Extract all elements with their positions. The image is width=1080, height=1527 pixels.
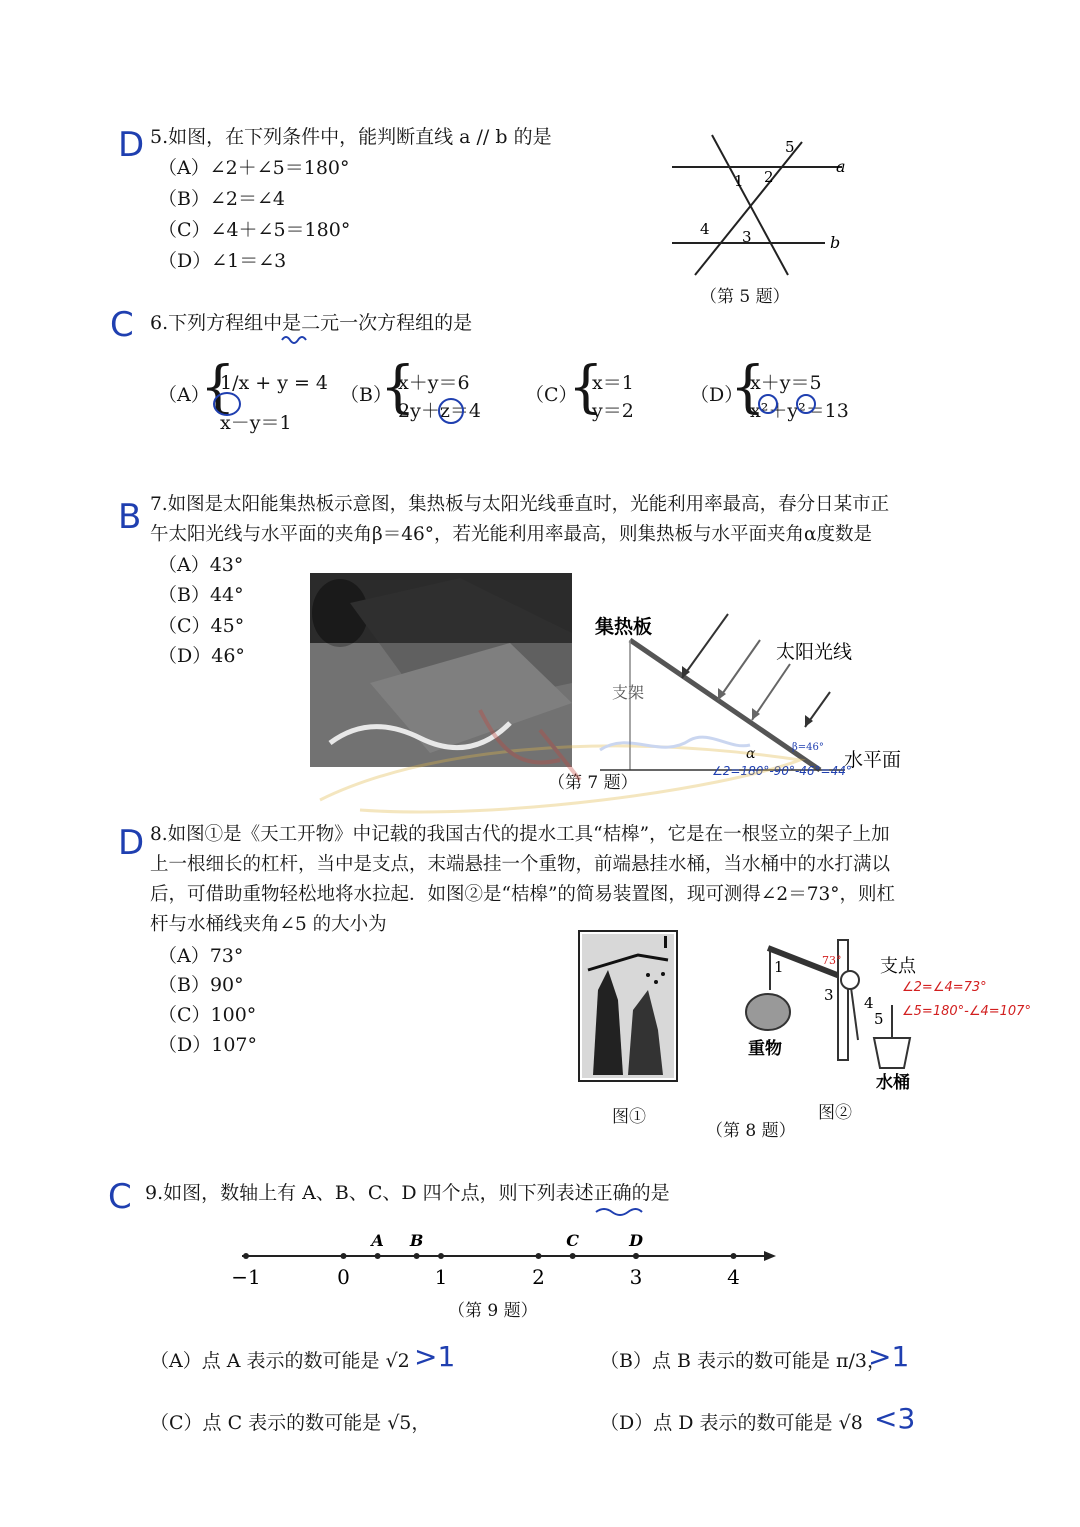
axis-tick-label: 4 xyxy=(727,1265,740,1289)
q5-stem: 5.如图，在下列条件中，能判断直线 a // b 的是 xyxy=(150,126,552,148)
point-label-d: D xyxy=(629,1231,643,1250)
q7-option-c: （C）45° xyxy=(158,615,245,637)
point-b xyxy=(414,1253,420,1259)
axis-tick-label: 2 xyxy=(532,1265,545,1289)
q6-a-line2: x－y＝1 xyxy=(220,412,292,434)
q6-d-brace: { xyxy=(730,355,766,420)
q5-option-c: （C）∠4＋∠5＝180° xyxy=(158,219,351,241)
angle-1-label: 1 xyxy=(734,172,744,190)
q6-c-brace: { xyxy=(568,355,604,420)
q6-a-label: （A） xyxy=(158,384,210,406)
q8-option-c: （C）100° xyxy=(158,1004,257,1026)
q7-stem-line1: 7.如图是太阳能集热板示意图，集热板与太阳光线垂直时，光能利用率最高，春分日某市正 xyxy=(150,494,890,515)
number-line xyxy=(220,1228,790,1292)
fig1-illustration xyxy=(578,930,678,1082)
axis-tick-label: 1 xyxy=(434,1265,448,1289)
hand-circle-z xyxy=(438,398,464,424)
label-beta-note: β=46° xyxy=(792,742,824,753)
q6-c-line1: x＝1 xyxy=(592,372,634,394)
emphasis-squiggle-2 xyxy=(594,1206,644,1218)
fig2-n3: 3 xyxy=(824,986,834,1004)
q6-b-brace: { xyxy=(380,355,416,420)
point-label-a: A xyxy=(371,1231,384,1250)
q7-option-d: （D）46° xyxy=(158,645,245,667)
fig2-n4: 4 xyxy=(864,994,874,1012)
angle-4-label: 4 xyxy=(700,220,710,238)
q9-stem: 9.如图，数轴上有 A、B、C、D 四个点，则下列表述正确的是 xyxy=(145,1182,670,1204)
angle-2-label: 2 xyxy=(764,168,774,186)
q5-figure xyxy=(660,130,860,280)
hand-circle-exp1 xyxy=(758,394,778,414)
q6-b-line2: 2y＋z＝4 xyxy=(398,400,481,422)
q9-option-d: （D）点 D 表示的数可能是 √8 xyxy=(600,1412,863,1434)
fig2-diagram xyxy=(740,930,920,1090)
emphasis-squiggle xyxy=(280,334,310,344)
label-panel: 集热板 xyxy=(595,616,653,638)
fig2-73: 73° xyxy=(822,954,842,967)
q6-d-label: （D） xyxy=(690,384,744,406)
point-a xyxy=(375,1253,381,1259)
fig2-bucket-label: 水桶 xyxy=(876,1073,910,1090)
q6-b-line1: x＋y＝6 xyxy=(398,372,470,394)
q6-a-line1: 1/x + y = 4 xyxy=(220,372,329,394)
axis-tick xyxy=(438,1253,444,1259)
q8-option-d: （D）107° xyxy=(158,1034,257,1056)
q5-option-d: （D）∠1＝∠3 xyxy=(158,250,287,272)
fig2-n1: 1 xyxy=(774,958,784,976)
angle-5-label: 5 xyxy=(785,138,795,156)
axis-arrow xyxy=(764,1251,776,1261)
point-d xyxy=(633,1253,639,1259)
q8-answer-mark: D xyxy=(118,823,145,863)
q7-option-a: （A）43° xyxy=(158,554,244,576)
label-sunlight: 太阳光线 xyxy=(776,641,853,663)
q9-option-b-note: >1 xyxy=(868,1340,910,1373)
point-c xyxy=(570,1253,576,1259)
q5-answer-mark: D xyxy=(118,125,145,165)
angle-3-label: 3 xyxy=(742,228,752,246)
q5-option-a: （A）∠2＋∠5＝180° xyxy=(158,157,350,179)
handwritten-watermark xyxy=(300,690,820,830)
q8-stem-line4: 杆与水桶线夹角∠5 的大小为 xyxy=(150,914,387,935)
sun-ray-1 xyxy=(682,614,728,678)
q6-b-label: （B） xyxy=(340,384,392,406)
bucket-shape xyxy=(874,1038,910,1068)
q8-stem-line2: 上一根细长的杠杆，当中是支点，末端悬挂一个重物，前端悬挂水桶，当水桶中的水打满以 xyxy=(150,854,891,875)
hand-circle-x xyxy=(213,392,241,416)
point-label-c: C xyxy=(566,1231,579,1250)
axis-tick-label: 3 xyxy=(629,1265,643,1289)
axis-tick xyxy=(243,1253,249,1259)
q9-option-b: （B）点 B 表示的数可能是 π/3， xyxy=(600,1350,887,1372)
label-alpha: α xyxy=(746,746,756,762)
q6-stem: 6.下列方程组中是二元一次方程组的是 xyxy=(150,312,473,334)
q8-stem-line3: 后，可借助重物轻松地将水拉起．如图②是“桔槔”的简易装置图，现可测得∠2＝73°，则杠 xyxy=(150,884,895,905)
fig2-n5: 5 xyxy=(874,1010,884,1028)
label-support: 支架 xyxy=(612,683,645,702)
pivot-point xyxy=(841,971,859,989)
transversal-2 xyxy=(695,142,802,275)
q9-option-c: （C）点 C 表示的数可能是 √5， xyxy=(150,1412,431,1434)
q6-answer-mark: C xyxy=(110,305,134,345)
axis-tick xyxy=(731,1253,737,1259)
q9-option-d-note: <3 xyxy=(874,1402,916,1435)
fig2-label: 图② xyxy=(818,1103,852,1123)
q6-a-brace: { xyxy=(200,355,236,420)
q8-option-a: （A）73° xyxy=(158,945,244,967)
axis-tick xyxy=(536,1253,542,1259)
transversal-1 xyxy=(712,135,788,275)
q7-stem-line2: 午太阳光线与水平面的夹角β＝46°，若光能利用率最高，则集热板与水平面夹角α度数是 xyxy=(150,524,872,545)
axis-tick-label: 0 xyxy=(337,1265,350,1289)
q7-hand-note: ∠2=180°-90°-46°=44° xyxy=(712,764,852,778)
q5-option-b: （B）∠2＝∠4 xyxy=(158,188,285,210)
q7-caption: （第 7 题） xyxy=(548,773,638,793)
label-b: b xyxy=(830,233,841,252)
q6-c-label: （C） xyxy=(525,384,578,406)
q9-option-a: （A）点 A 表示的数可能是 √2 xyxy=(150,1350,410,1372)
q8-stem-line1: 8.如图①是《天工开物》中记载的我国古代的提水工具“桔槔”，它是在一根竖立的架子上加 xyxy=(150,824,890,845)
q8-caption: （第 8 题） xyxy=(706,1121,796,1141)
fig2-weight-label: 重物 xyxy=(748,1039,782,1059)
label-a: a xyxy=(836,157,846,176)
q5-caption: （第 5 题） xyxy=(700,287,790,307)
q6-d-line2: x²＋y²＝13 xyxy=(750,400,849,422)
q9-option-a-note: >1 xyxy=(414,1340,456,1373)
fig2-pivot-label: 支点 xyxy=(880,956,916,977)
q6-d-line1: x＋y＝5 xyxy=(750,372,822,394)
q9-answer-mark: C xyxy=(108,1177,132,1217)
weight-ball xyxy=(746,994,790,1030)
label-horizontal: 水平面 xyxy=(844,749,902,771)
fig1-label: 图① xyxy=(612,1107,646,1127)
q9-caption: （第 9 题） xyxy=(448,1301,538,1321)
q8-hand-note-2: ∠5=180°-∠4=107° xyxy=(902,1004,1031,1019)
axis-tick xyxy=(341,1253,347,1259)
hand-circle-exp2 xyxy=(796,394,816,414)
point-label-b: B xyxy=(409,1231,424,1250)
q8-option-b: （B）90° xyxy=(158,974,244,996)
q6-c-line2: y＝2 xyxy=(592,400,634,422)
q7-answer-mark: B xyxy=(118,497,142,537)
q8-hand-note-1: ∠2=∠4=73° xyxy=(902,980,987,995)
q7-option-b: （B）44° xyxy=(158,584,244,606)
axis-tick-label: −1 xyxy=(231,1265,261,1289)
